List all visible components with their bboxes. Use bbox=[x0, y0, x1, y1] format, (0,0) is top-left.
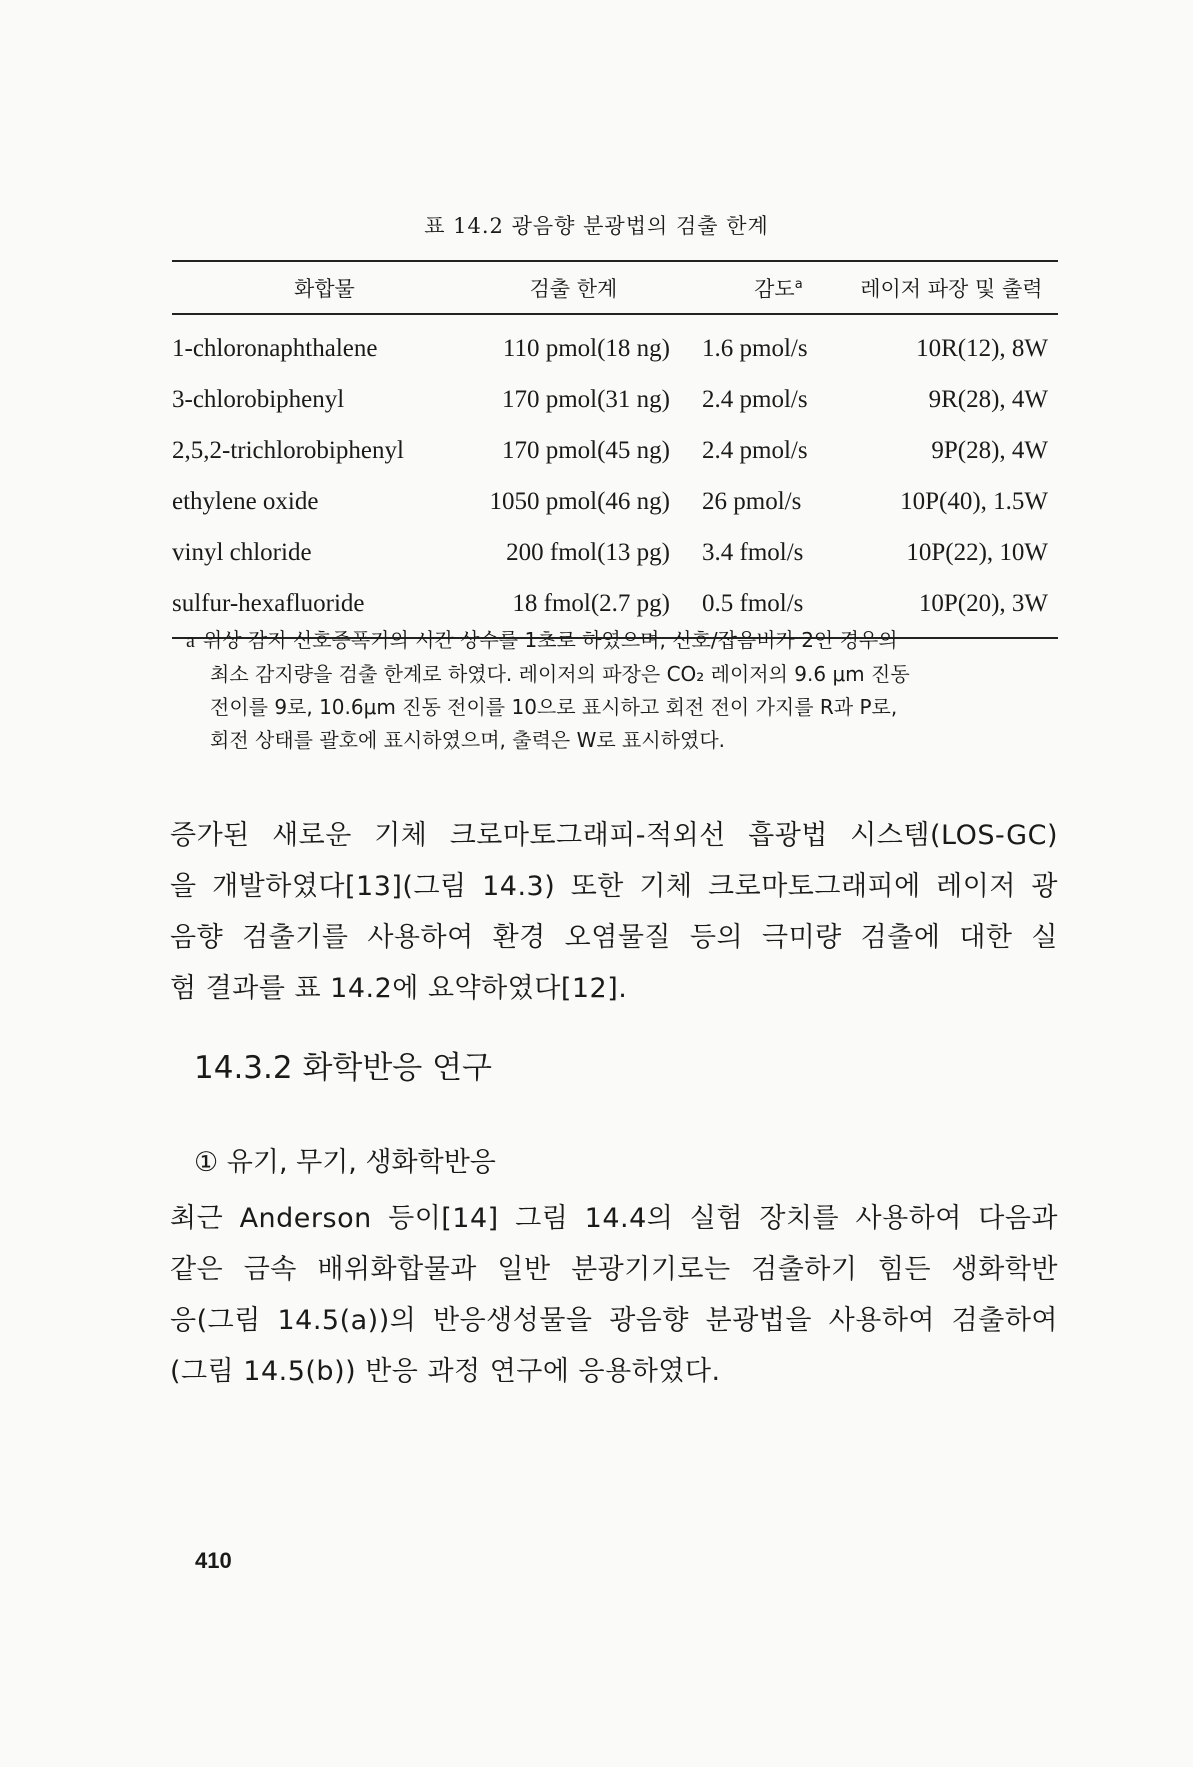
cell-sensitivity: 3.4 fmol/s bbox=[702, 538, 804, 566]
paragraph-line: 증가된 새로운 기체 크로마토그래피-적외선 흡광법 시스템(LOS-GC) bbox=[170, 820, 1058, 851]
footnote-line: 최소 감지량을 검출 한계로 하였다. 레이저의 파장은 CO₂ 레이저의 9.6 μm 진동 bbox=[210, 662, 910, 686]
paragraph-line: 을 개발하였다[13](그림 14.3) 또한 기체 크로마토그래피에 레이저 광 bbox=[170, 871, 1058, 902]
paragraph-line: 음향 검출기를 사용하여 환경 오염물질 등의 극미량 검출에 대한 실 bbox=[170, 922, 1058, 953]
table-row bbox=[172, 314, 1058, 374]
paragraph-line: 같은 금속 배위화합물과 일반 분광기기로는 검출하기 힘든 생화학반 bbox=[170, 1254, 1058, 1285]
cell-detection-limit: 170 pmol(45 ng) bbox=[501, 436, 671, 464]
cell-laser: 10R(12), 8W bbox=[916, 334, 1048, 362]
table-row bbox=[172, 425, 1058, 476]
header-detection-limit: 검출 한계 bbox=[477, 261, 680, 314]
footnote-text: 위상 감지 신호증폭기의 시간 상수를 1초로 하였으며, 신호/잡음비가 2인 경우의 bbox=[202, 628, 898, 652]
cell-compound: ethylene oxide bbox=[172, 487, 319, 515]
cell-detection-limit: 18 fmol(2.7 pg) bbox=[477, 578, 680, 638]
paragraph-line: 최근 Anderson 등이[14] 그림 14.4의 실험 장치를 사용하여 다음과 bbox=[170, 1203, 1058, 1234]
cell-laser: 9P(28), 4W bbox=[931, 436, 1048, 464]
cell-detection-limit: 170 pmol(31 ng) bbox=[501, 385, 671, 413]
header-sensitivity bbox=[680, 261, 855, 314]
footnote-line bbox=[186, 624, 1048, 658]
table-header-row bbox=[172, 261, 1058, 314]
paragraph-line: 응(그림 14.5(a))의 반응생성물을 광음향 분광법을 사용하여 검출하여 bbox=[170, 1305, 1058, 1336]
cell-compound: 2,5,2-trichlorobiphenyl bbox=[172, 436, 404, 464]
cell-laser: 10P(20), 3W bbox=[855, 578, 1058, 638]
paragraph-line: (그림 14.5(b)) 반응 과정 연구에 응용하였다. bbox=[170, 1356, 721, 1387]
footnote-mark: a bbox=[186, 630, 195, 652]
cell-detection-limit: 1050 pmol(46 ng) bbox=[489, 487, 671, 515]
body-paragraph bbox=[170, 810, 1058, 1014]
footnote-line: 전이를 9로, 10.6μm 진동 전이를 10으로 표시하고 회전 전이 가지를 R과 P로, bbox=[210, 695, 898, 719]
cell-detection-limit: 200 fmol(13 pg) bbox=[506, 538, 671, 566]
cell-detection-limit: 110 pmol(18 ng) bbox=[502, 334, 671, 362]
cell-sensitivity: 1.6 pmol/s bbox=[702, 334, 808, 362]
header-sensitivity-footnote-mark: a bbox=[794, 277, 803, 292]
section-heading: 14.3.2 화학반응 연구 bbox=[194, 1050, 492, 1086]
cell-compound: sulfur-hexafluoride bbox=[172, 578, 477, 638]
footnote-line: 회전 상태를 괄호에 표시하였으며, 출력은 W로 표시하였다. bbox=[210, 728, 725, 752]
cell-sensitivity: 26 pmol/s bbox=[702, 487, 802, 515]
cell-laser: 9R(28), 4W bbox=[928, 385, 1048, 413]
detection-limit-table bbox=[172, 260, 1058, 639]
table-caption: 표 14.2 광음향 분광법의 검출 한계 bbox=[424, 214, 769, 238]
cell-compound: 1-chloronaphthalene bbox=[172, 334, 378, 362]
header-compound: 화합물 bbox=[172, 261, 477, 314]
page-number: 410 bbox=[195, 1548, 232, 1573]
header-laser: 레이저 파장 및 출력 bbox=[855, 261, 1058, 314]
cell-compound: vinyl chloride bbox=[172, 538, 312, 566]
cell-sensitivity: 2.4 pmol/s bbox=[702, 385, 808, 413]
header-sensitivity-label: 감도 bbox=[754, 277, 795, 301]
paragraph-line: 험 결과를 표 14.2에 요약하였다[12]. bbox=[170, 973, 628, 1004]
body-paragraph bbox=[170, 1193, 1058, 1397]
cell-sensitivity: 0.5 fmol/s bbox=[680, 578, 855, 638]
table-footnote bbox=[186, 624, 1048, 757]
sub-heading: ① 유기, 무기, 생화학반응 bbox=[194, 1147, 496, 1178]
table-row bbox=[172, 374, 1058, 425]
table-row bbox=[172, 476, 1058, 527]
table-row bbox=[172, 527, 1058, 578]
cell-laser: 10P(22), 10W bbox=[906, 538, 1048, 566]
cell-sensitivity: 2.4 pmol/s bbox=[702, 436, 808, 464]
cell-compound: 3-chlorobiphenyl bbox=[172, 385, 345, 413]
cell-laser: 10P(40), 1.5W bbox=[900, 487, 1048, 515]
